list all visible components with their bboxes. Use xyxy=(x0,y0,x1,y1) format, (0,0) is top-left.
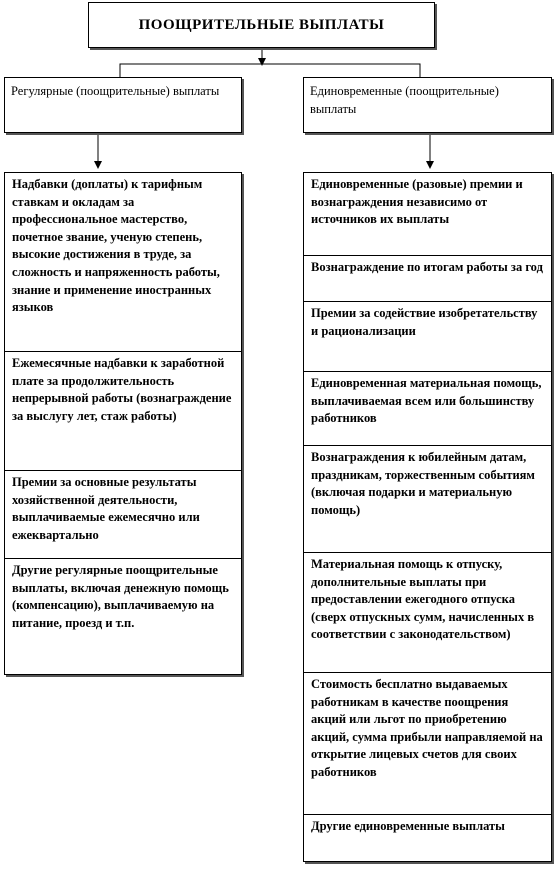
left-item: Ежемесячные надбавки к заработной плате за продолжительность непрерывной работы (вознаграждение за выслугу лет, стаж работы) xyxy=(5,352,241,471)
right-item: Стоимость бесплатно выдаваемых работникам в качестве поощрения акций или льгот по приобретению акций, сумма прибыли направляемой на открытие лицевых счетов для своих работников xyxy=(304,673,551,815)
right-item: Вознаграждения к юбилейным датам, праздникам, торжественным событиям (включая подарки и материальную помощь) xyxy=(304,446,551,553)
diagram-title: ПООЩРИТЕЛЬНЫЕ ВЫПЛАТЫ xyxy=(88,2,435,48)
right-item: Другие единовременные выплаты xyxy=(311,819,505,833)
left-header: Регулярные (поощрительные) выплаты xyxy=(4,77,242,133)
right-column xyxy=(303,172,552,862)
right-item: Единовременные (разовые) премии и вознаграждения независимо от источников их выплаты xyxy=(304,173,551,256)
right-item: Вознаграждение по итогам работы за год xyxy=(304,256,551,302)
left-column xyxy=(4,172,242,675)
left-item: Надбавки (доплаты) к тарифным ставкам и окладам за профессиональное мастерство, почетное звание, ученую степень, высокие достижения в труде, за сложность и напряженность работы, знание и применение иностранных языков xyxy=(5,173,241,352)
right-header: Единовременные (поощрительные) выплаты xyxy=(303,77,552,133)
left-item: Премии за основные результаты хозяйственной деятельности, выплачиваемые ежемесячно или ежеквартально xyxy=(5,471,241,559)
branch-line xyxy=(120,64,420,78)
left-item: Другие регулярные поощрительные выплаты, включая денежную помощь (компенсацию), выплачиваемую на питание, проезд и т.п. xyxy=(12,563,229,630)
right-item: Единовременная материальная помощь, выплачиваемая всем или большинству работников xyxy=(304,372,551,446)
right-item: Премии за содействие изобретательству и рационализации xyxy=(304,302,551,372)
right-item: Материальная помощь к отпуску, дополнительные выплаты при предоставлении ежегодного отпуска (сверх отпускных сумм, начисленных в соответствии с законодательством) xyxy=(304,553,551,673)
